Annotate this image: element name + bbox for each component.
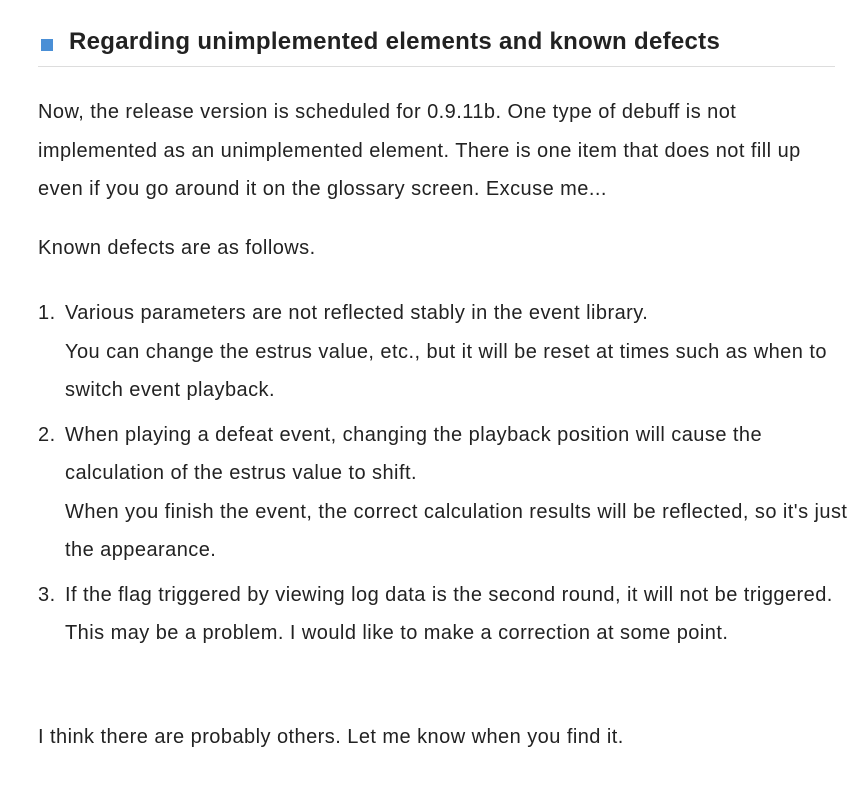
- list-item-line: This may be a problem. I would like to make a correction at some point.: [65, 622, 729, 644]
- list-item-line: Various parameters are not reflected stably in the event library.: [65, 302, 649, 324]
- list-item: [0, 294, 862, 410]
- section-heading: [38, 26, 835, 67]
- heading-title: Regarding unimplemented elements and known defects: [69, 28, 721, 55]
- known-defects-intro: Known defects are as follows.: [38, 237, 316, 259]
- list-item-number: 2.: [38, 423, 56, 446]
- heading-square-marker-icon: [41, 39, 53, 51]
- list-item: [0, 576, 862, 653]
- defects-list: [0, 294, 862, 659]
- list-item: [0, 416, 862, 570]
- list-item-line: When playing a defeat event, changing the playback position will cause the calculation of the estrus value to shift.: [65, 423, 763, 484]
- intro-paragraph: Now, the release version is scheduled for 0.9.11b. One type of debuff is not implemented as an unimplemented element. There is one item that does not fill up even if you go around it on the glossary screen. Excuse me...: [38, 101, 801, 200]
- list-item-line: You can change the estrus value, etc., but it will be reset at times such as when to switch event playback.: [65, 340, 827, 401]
- list-item-number: 3.: [38, 583, 56, 606]
- list-item-number: 1.: [38, 302, 56, 324]
- list-item-line: If the flag triggered by viewing log data is the second round, it will not be triggered.: [65, 583, 833, 606]
- list-item-line: When you finish the event, the correct calculation results will be reflected, so it's just the appearance.: [65, 500, 848, 561]
- closing-paragraph: I think there are probably others. Let me know when you find it.: [38, 726, 624, 748]
